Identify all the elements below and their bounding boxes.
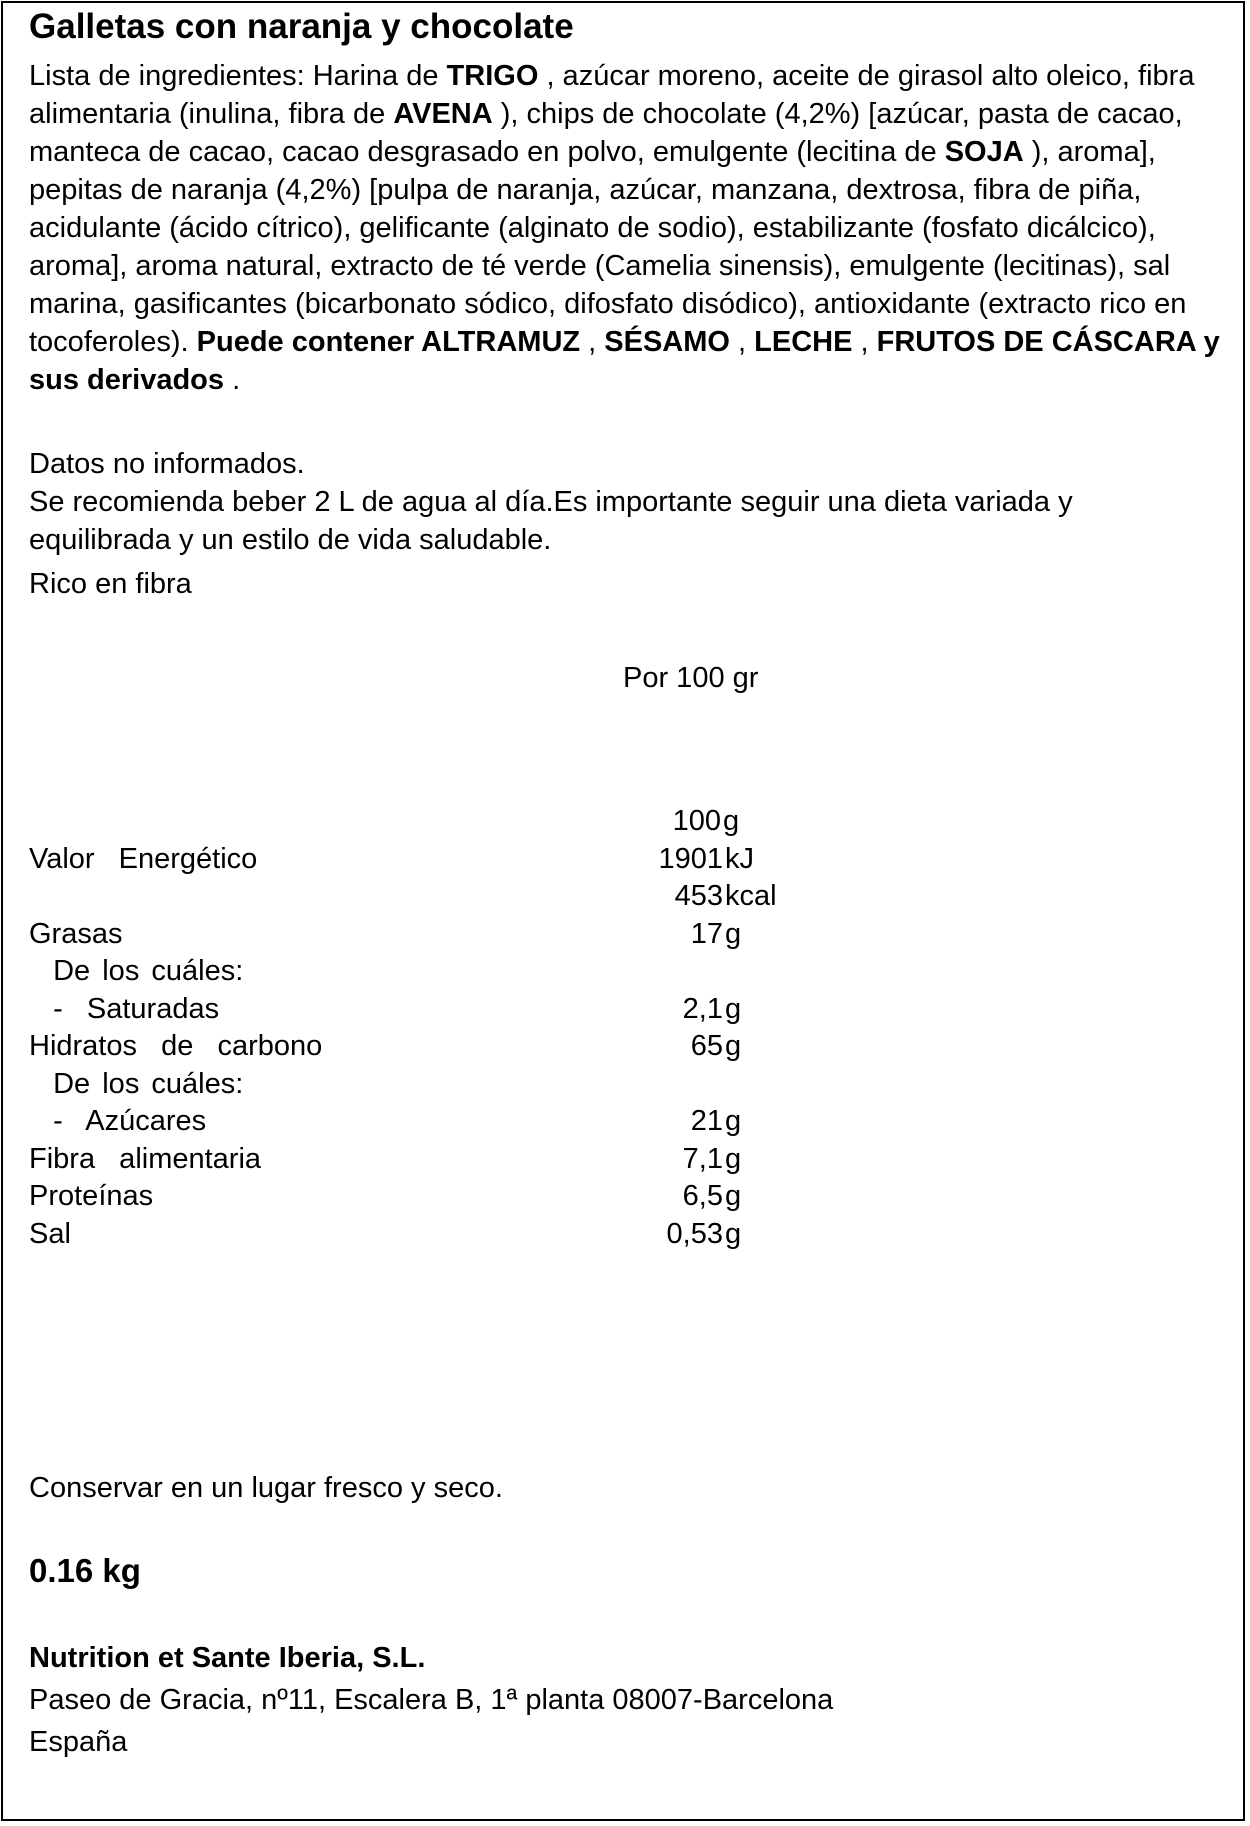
nutrition-basis-value: 100: [672, 805, 721, 837]
nutrition-row-unit: kcal: [725, 880, 777, 912]
nutrition-row-value: 17: [690, 917, 723, 950]
ingredient-text: ,: [729, 326, 755, 358]
allergen-text: FRUTOS DE CÁSCARA y sus derivados: [29, 326, 1220, 396]
nutrition-row-unit: g: [725, 917, 742, 950]
nutrition-row-label: De los cuáles:: [29, 955, 244, 987]
nutrition-per-header: Por 100 gr: [623, 662, 759, 694]
nutrition-claim: Rico en fibra: [29, 568, 192, 600]
label-frame: [1, 1, 1245, 1821]
nutrition-row-value: 1901: [658, 842, 723, 875]
nutrition-row-label: Valor Energético: [29, 842, 258, 875]
ingredient-text: .: [224, 364, 241, 396]
nutrition-row-unit: g: [725, 992, 742, 1025]
allergen-text: SÉSAMO: [604, 326, 730, 358]
product-title: Galletas con naranja y chocolate: [29, 7, 574, 46]
nutrition-row-unit: kJ: [725, 842, 754, 875]
nutrition-row-unit: g: [725, 1030, 742, 1062]
nutrition-row-value: 453: [674, 880, 723, 912]
allergen-text: TRIGO: [446, 60, 539, 92]
ingredient-text: ,: [580, 326, 605, 358]
nutrition-row-unit: g: [725, 1142, 742, 1175]
ingredient-text: Lista de ingredientes: Harina de: [29, 60, 447, 92]
allergen-text: Puede contener ALTRAMUZ: [196, 326, 581, 358]
ingredient-text: ,: [852, 326, 877, 358]
nutrition-row-label: De los cuáles:: [29, 1067, 244, 1100]
nutrition-row-label: Grasas: [29, 917, 123, 950]
nutrition-row-unit: g: [725, 1217, 742, 1250]
company-name: Nutrition et Sante Iberia, S.L.: [29, 1642, 426, 1674]
ingredient-text: ), chips de chocolate (4,2%) [azúcar, pasta de cacao, manteca de cacao, cacao desgrasado en polvo, emulgente (lecitina de: [29, 98, 1183, 168]
nutrition-row-label: Proteínas: [29, 1180, 154, 1212]
nutrition-row-label: Hidratos de carbono: [29, 1030, 323, 1062]
nutrition-row-value: 21: [690, 1105, 723, 1137]
allergen-text: LECHE: [754, 326, 853, 358]
company-address: Paseo de Gracia, nº11, Escalera B, 1ª planta 08007-Barcelona: [29, 1684, 834, 1716]
nutrition-basis-unit: g: [723, 805, 740, 837]
nutrition-row-label: - Saturadas: [29, 992, 220, 1025]
nutrition-row-value: 65: [690, 1030, 723, 1062]
data-notice: Datos no informados.: [29, 448, 305, 480]
nutrition-row-value: 0,53: [666, 1217, 723, 1250]
storage-instructions: Conservar en un lugar fresco y seco.: [29, 1472, 503, 1504]
net-weight: 0.16 kg: [29, 1552, 141, 1589]
nutrition-row-label: Sal: [29, 1217, 71, 1250]
nutrition-row-value: 6,5: [682, 1180, 723, 1212]
nutrition-row-value: 2,1: [682, 992, 723, 1025]
water-advice-line-1: Se recomienda beber 2 L de agua al día.Es importante seguir una dieta variada y: [29, 486, 1073, 518]
nutrition-row-unit: g: [725, 1105, 742, 1137]
nutrition-row-label: Fibra alimentaria: [29, 1142, 262, 1175]
water-advice-line-2: equilibrada y un estilo de vida saludable.: [29, 524, 552, 556]
ingredient-text: , azúcar moreno, aceite de girasol alto oleico, fibra alimentaria (inulina, fibra de: [29, 60, 1195, 130]
allergen-text: SOJA: [944, 136, 1024, 168]
nutrition-row-label: - Azúcares: [29, 1105, 207, 1137]
allergen-text: AVENA: [393, 98, 493, 130]
ingredient-text: ), aroma], pepitas de naranja (4,2%) [pulpa de naranja, azúcar, manzana, dextrosa, fibra de piña, acidulante (ácido cítrico), gelificante (alginato de sodio), estabilizante (fosfato dicálcico), aroma], aroma natural, extracto de té verde (Camelia sinensis), emulgente (lecitinas), sal marina, gasificantes (bicarbonato sódico, difosfato disódico), antioxidante (extracto rico en tocoferoles).: [29, 136, 1187, 358]
company-country: España: [29, 1726, 128, 1758]
ingredients-list: [29, 57, 1224, 399]
nutrition-row-value: 7,1: [682, 1142, 723, 1175]
nutrition-row-unit: g: [725, 1180, 742, 1212]
